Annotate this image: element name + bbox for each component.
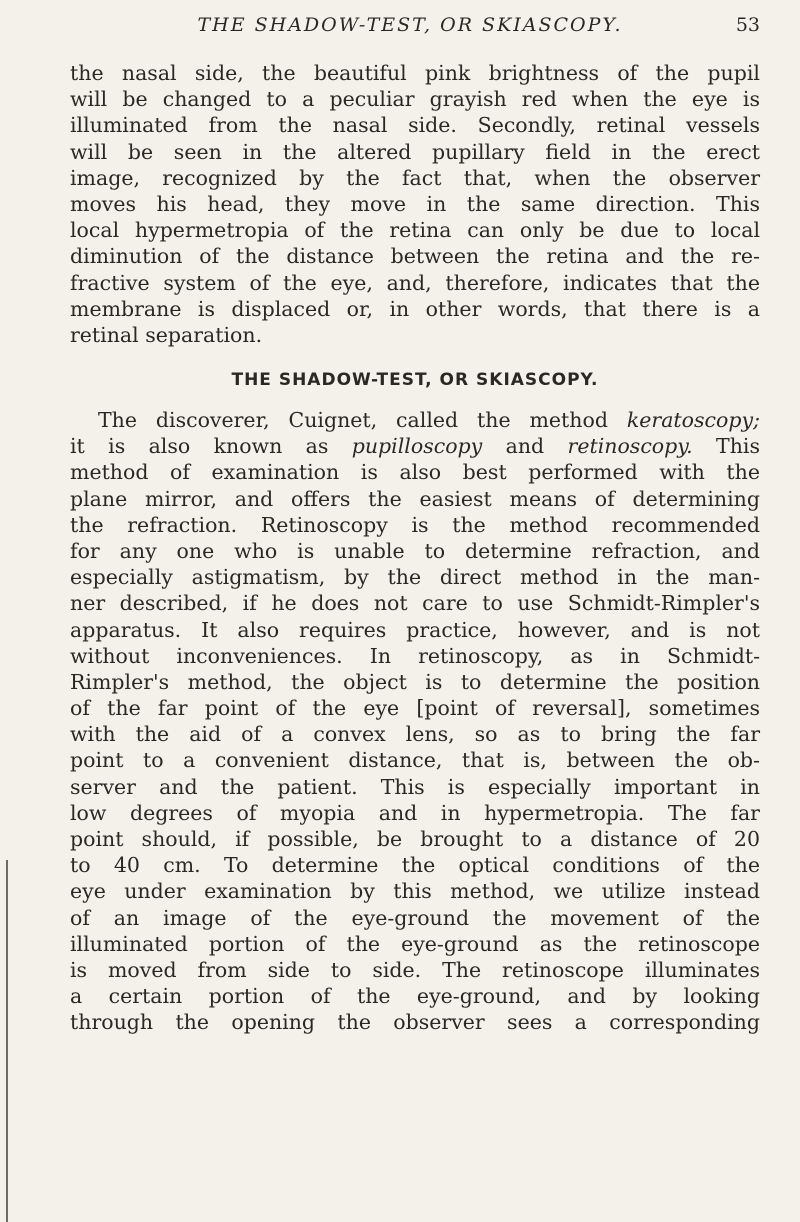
text-line: moves his head, they move in the same direction. This <box>70 191 760 216</box>
text-line: with the aid of a convex lens, so as to bring the far <box>70 722 760 747</box>
text-line: of an image of the eye-ground the movement of the <box>70 905 760 930</box>
text-line: apparatus. It also requires practice, however, and is not <box>70 617 760 642</box>
text-line: image, recognized by the fact that, when the observer <box>70 165 760 190</box>
text-line <box>70 433 760 459</box>
text-line: server and the patient. This is especially important in <box>70 774 760 799</box>
text-line: local hypermetropia of the retina can only be due to local <box>70 218 760 243</box>
text-line: point to a convenient distance, that is, between the ob- <box>70 748 760 773</box>
paragraph-skiascopy <box>70 407 760 1036</box>
text-line: method of examination is also best performed with the <box>70 460 760 485</box>
term-keratoscopy: keratoscopy; <box>626 408 760 432</box>
text-line: to 40 cm. To determine the optical conditions of the <box>70 853 760 878</box>
text-line: ner described, if he does not care to use Schmidt-Rimpler's <box>70 591 760 616</box>
text-line: point should, if possible, be brought to a distance of 20 <box>70 827 760 851</box>
running-head: THE SHADOW-TEST, OR SKIASCOPY. <box>197 14 623 36</box>
text-line: through the opening the observer sees a corresponding <box>70 1010 760 1035</box>
text-line: of the far point of the eye [point of reversal], sometimes <box>70 696 760 721</box>
text-line: will be changed to a peculiar grayish red when the eye is <box>70 87 760 112</box>
text-line: low degrees of myopia and in hypermetropia. The far <box>70 800 760 825</box>
section-heading: THE SHADOW-TEST, OR SKIASCOPY. <box>231 370 599 390</box>
text-line: is moved from side to side. The retinoscope illuminates <box>70 957 760 982</box>
text-line: will be seen in the altered pupillary field in the erect <box>70 139 760 164</box>
text-line: diminution of the distance between the retina and the re- <box>70 244 760 269</box>
line-text: and <box>505 434 545 459</box>
text-line: fractive system of the eye, and, therefore, indicates that the <box>70 270 760 295</box>
text-line: especially astigmatism, by the direct method in the man- <box>70 565 760 590</box>
text-line: membrane is displaced or, in other words, that there is a <box>70 296 760 321</box>
text-line: the nasal side, the beautiful pink brightness of the pupil <box>70 61 760 85</box>
text-line <box>70 407 760 433</box>
page-number: 53 <box>735 14 760 36</box>
line-text: This <box>716 434 760 459</box>
text-line: for any one who is unable to determine refraction, and <box>70 538 760 563</box>
text-line: plane mirror, and offers the easiest means of determining <box>70 486 760 511</box>
text-line: a certain portion of the eye-ground, and by looking <box>70 984 760 1009</box>
text-line: Rimpler's method, the object is to determine the position <box>70 669 760 694</box>
text-line: without inconveniences. In retinoscopy, as in Schmidt- <box>70 643 760 668</box>
term-retinoscopy: retinoscopy. <box>567 434 693 459</box>
text-line: eye under examination by this method, we utilize instead <box>70 879 760 904</box>
text-line: illuminated from the nasal side. Secondly, retinal vessels <box>70 113 760 138</box>
page-edge-line <box>6 860 8 1222</box>
line-text: it is also known as <box>70 434 329 459</box>
text-line: illuminated portion of the eye-ground as the retinoscope <box>70 931 760 956</box>
line-text: The discoverer, Cuignet, called the method <box>98 408 608 432</box>
text-line: retinal separation. <box>70 322 263 347</box>
term-pupilloscopy: pupilloscopy <box>351 434 483 459</box>
paragraph-continued <box>70 60 760 348</box>
text-line: the refraction. Retinoscopy is the method recommended <box>70 512 760 537</box>
